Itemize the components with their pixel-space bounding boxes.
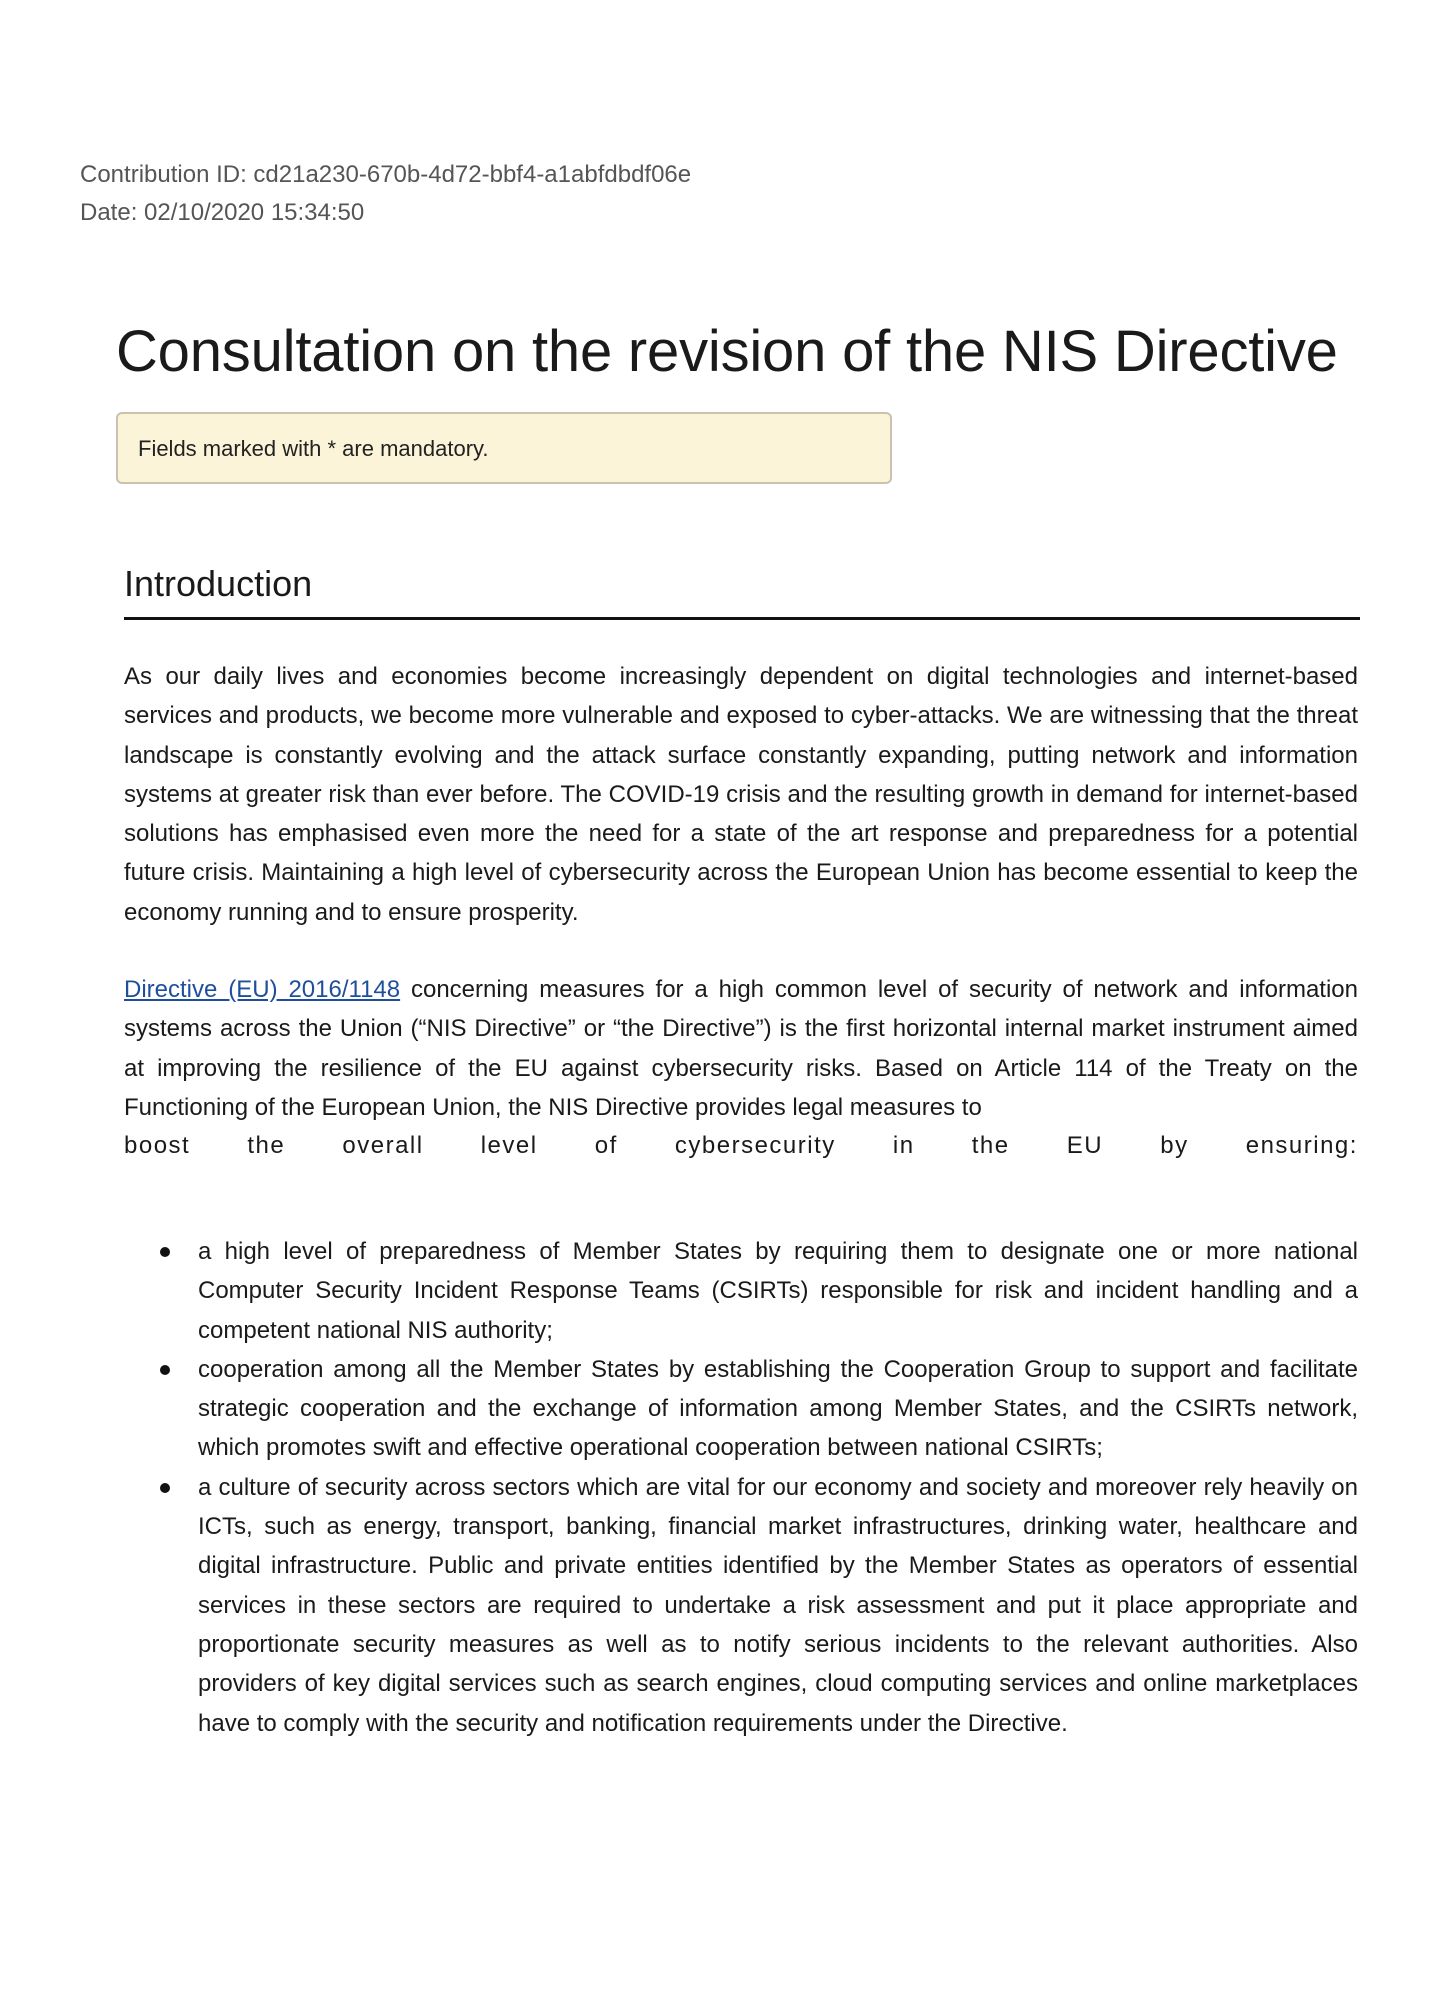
- word: ensuring:: [1245, 1132, 1358, 1159]
- contribution-id: Contribution ID: cd21a230-670b-4d72-bbf4-a1abfdbdf06e: [80, 161, 692, 188]
- list-item: [150, 1350, 1358, 1468]
- section-divider: [124, 617, 1360, 620]
- list-item-text: cooperation among all the Member States by establishing the Cooperation Group to support and facilitate strategic cooperation and the exchange of information among Member States, and the CSIRTs network, which promotes swift and effective operational cooperation between national CSIRTs;: [198, 1355, 1358, 1462]
- bullet-icon: [160, 1483, 170, 1493]
- bullet-icon: [160, 1365, 170, 1375]
- directive-measures-list: [150, 1232, 1358, 1743]
- intro-paragraph-2: [124, 970, 1358, 1127]
- word: in: [892, 1132, 915, 1159]
- intro-paragraph-2-text: concerning measures for a high common level of security of network and information systems across the Union (“NIS Directive” or “the Directive”) is the first horizontal internal market instrument aimed at improving the resilience of the EU against cybersecurity risks. Based on Article 114 of the Treaty on the Functioning of the European Union, the NIS Directive provides legal measures to: [124, 976, 1358, 1121]
- list-item-text: a culture of security across sectors which are vital for our economy and society and moreover rely heavily on ICTs, such as energy, transport, banking, financial market infrastructures, drinking water, healthcare and digital infrastructure. Public and private entities identified by the Member States as operators of essential services in these sectors are required to undertake a risk assessment and put it place appropriate and proportionate security measures as well as to notify serious incidents to the relevant authorities. Also providers of key digital services such as search engines, cloud computing services and online marketplaces have to comply with the security and notification requirements under the Directive.: [198, 1473, 1358, 1737]
- word: cybersecurity: [674, 1132, 836, 1159]
- contribution-date: Date: 02/10/2020 15:34:50: [80, 199, 365, 226]
- word: the: [247, 1132, 286, 1159]
- word: overall: [342, 1132, 424, 1159]
- word: level: [480, 1132, 538, 1159]
- directive-link[interactable]: Directive (EU) 2016/1148: [124, 976, 401, 1003]
- page-title: Consultation on the revision of the NIS Directive: [116, 319, 1338, 384]
- list-item: [150, 1232, 1358, 1350]
- bullet-icon: [160, 1247, 170, 1257]
- word: of: [594, 1132, 618, 1159]
- list-item-text: a high level of preparedness of Member States by requiring them to designate one or more national Computer Security Incident Response Teams (CSIRTs) responsible for risk and incident handling and a competent national NIS authority;: [198, 1238, 1358, 1344]
- word: the: [971, 1132, 1010, 1159]
- word: boost: [124, 1132, 191, 1159]
- intro-paragraph-2-last-line: [124, 1126, 1358, 1165]
- word: EU: [1066, 1132, 1104, 1159]
- word: by: [1160, 1132, 1189, 1159]
- list-item: [150, 1468, 1358, 1743]
- intro-paragraph-1: As our daily lives and economies become increasingly dependent on digital technologies and internet-based services and products, we become more vulnerable and exposed to cyber-attacks. We are witnessing that the threat landscape is constantly evolving and the attack surface constantly expanding, putting network and information systems at greater risk than ever before. The COVID-19 crisis and the resulting growth in demand for internet-based solutions has emphasised even more the need for a state of the art response and preparedness for a potential future crisis. Maintaining a high level of cybersecurity across the European Union has become essential to keep the economy running and to ensure prosperity.: [124, 663, 1358, 926]
- contribution-meta: [80, 156, 691, 232]
- mandatory-fields-notice: Fields marked with * are mandatory.: [116, 412, 892, 484]
- section-heading-introduction: Introduction: [124, 563, 313, 604]
